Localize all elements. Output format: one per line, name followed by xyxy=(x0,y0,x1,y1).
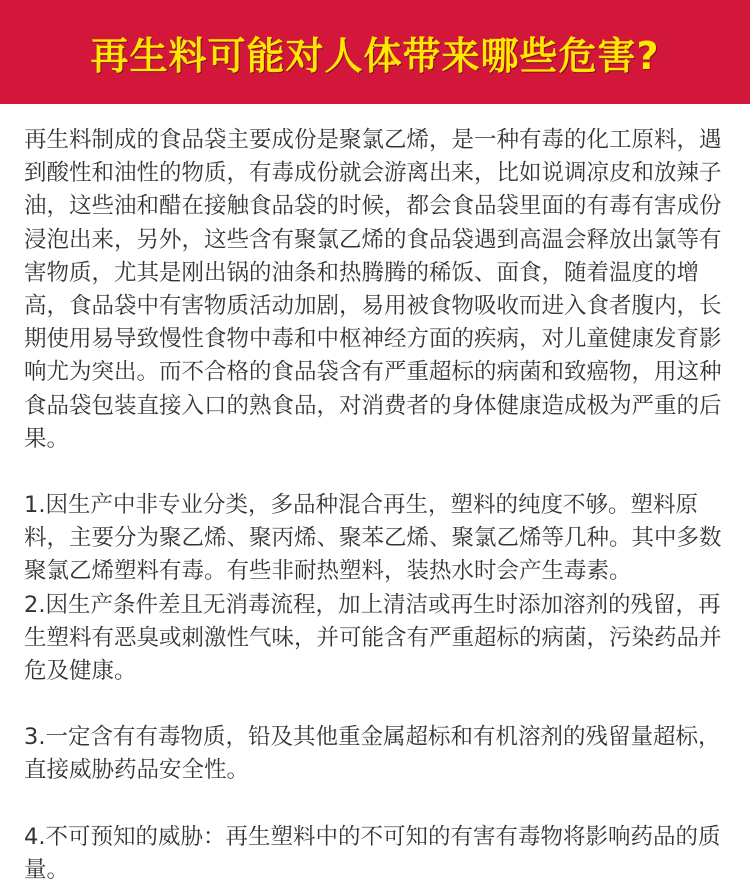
title-banner xyxy=(0,0,750,104)
intro-paragraph: 再生料制成的食品袋主要成份是聚氯乙烯，是一种有毒的化工原料，遇到酸性和油性的物质，有毒成份就会游离出来，比如说调凉皮和放辣子油，这些油和醋在接触食品袋的时候，都会食品袋里面的有毒有害成份浸泡出来，另外，这些含有聚氯乙烯的食品袋遇到高温会释放出氯等有害物质，尤其是刚出锅的油条和热腾腾的稀饭、面食，随着温度的增高，食品袋中有害物质活动加剧，易用被食物吸收而进入食者腹内，长期使用易导致慢性食物中毒和中枢神经方面的疾病，对儿童健康发育影响尤为突出。而不合格的食品袋含有严重超标的病菌和致癌物，用这种食品袋包装直接入口的熟食品，对消费者的身体健康造成极为严重的后果。 xyxy=(24,127,722,452)
point-1-paragraph: 1.因生产中非专业分类，多品种混合再生，塑料的纯度不够。塑料原料，主要分为聚乙烯、聚丙烯、聚苯乙烯、聚氯乙烯等几种。其中多数聚氯乙烯塑料有毒。有些非耐热塑料，装热水时会产生毒素。 xyxy=(24,492,722,585)
paragraph-gap xyxy=(24,688,730,721)
paragraph-gap xyxy=(24,788,730,821)
point-3-paragraph: 3.一定含有有毒物质，铅及其他重金属超标和有机溶剂的残留量超标，直接威胁药品安全性。 xyxy=(24,724,721,784)
page-title: 再生料可能对人体带来哪些危害? xyxy=(90,33,660,78)
point-2-paragraph: 2.因生产条件差且无消毒流程，加上清洁或再生时添加溶剂的残留，再生塑料有恶臭或刺激性气味，并可能含有严重超标的病菌，污染药品并危及健康。 xyxy=(24,591,722,685)
article-body xyxy=(24,124,730,887)
paragraph-gap xyxy=(24,456,730,489)
point-4-paragraph: 4.不可预知的威胁：再生塑料中的不可知的有害有毒物将影响药品的质量。 xyxy=(24,823,721,883)
